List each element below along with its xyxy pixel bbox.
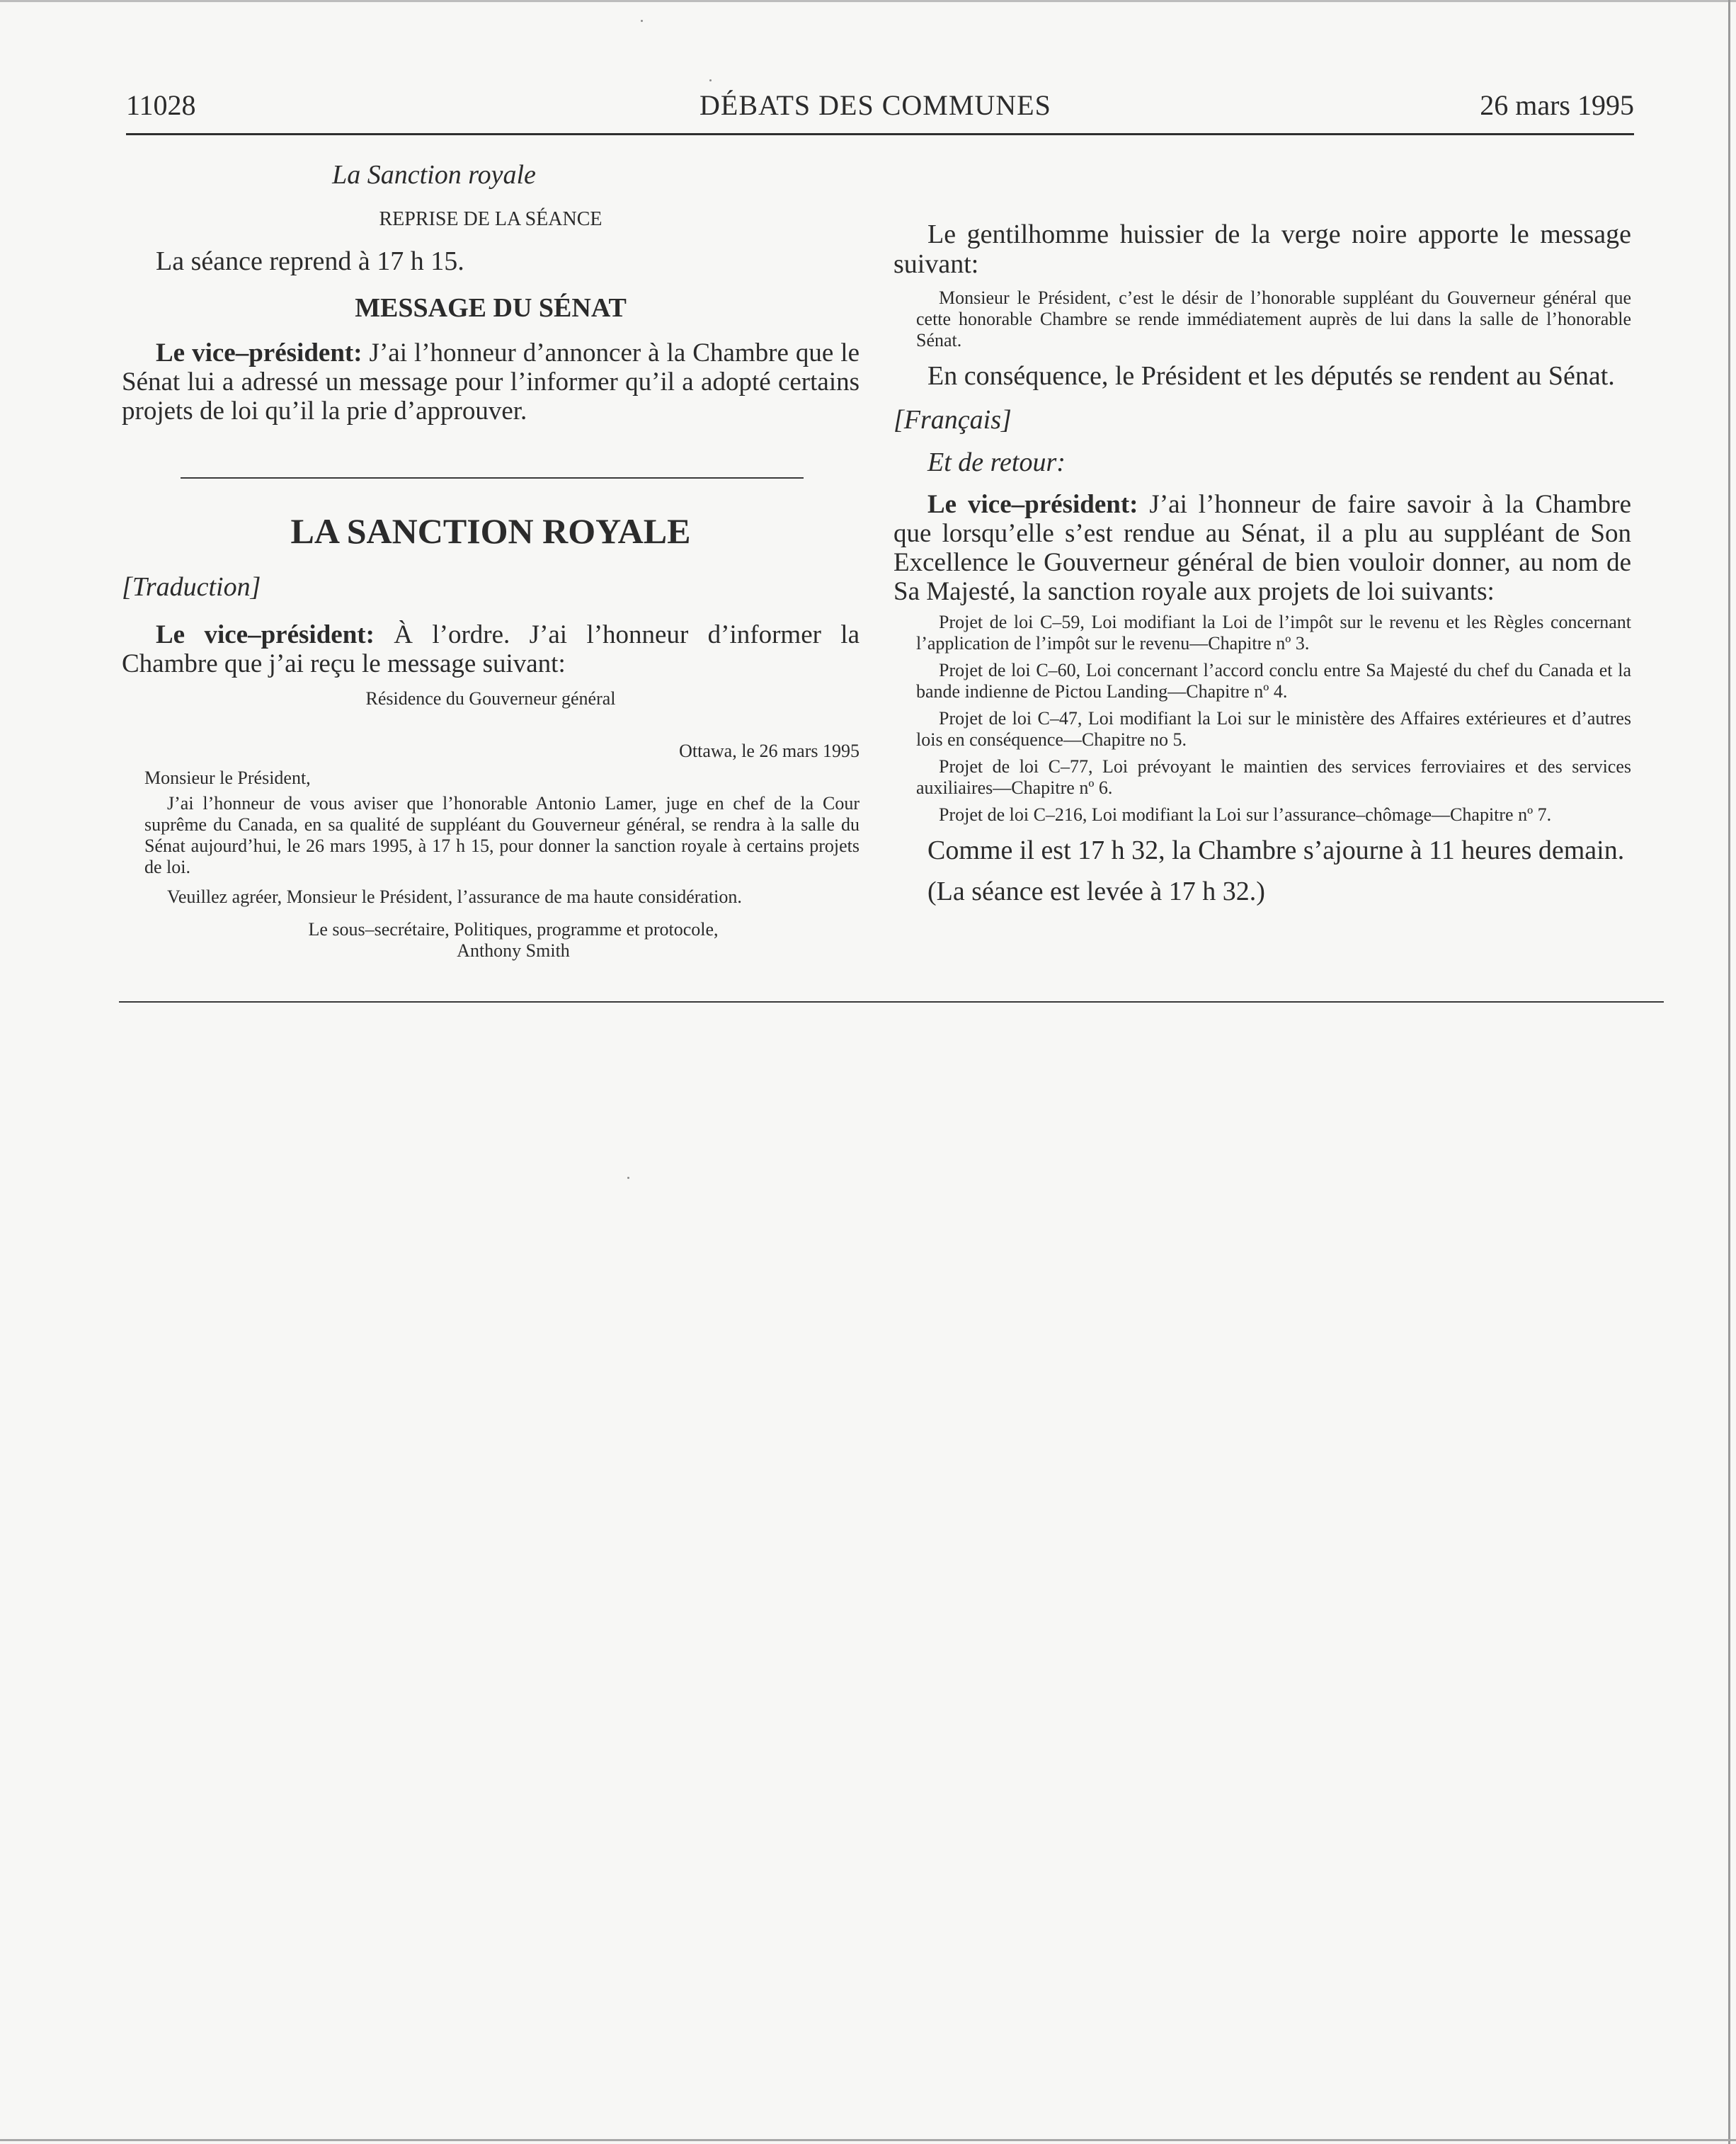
page-edge-bottom (0, 2139, 1736, 2141)
left-column (122, 160, 860, 426)
publication-title: DÉBATS DES COMMUNES (699, 89, 1051, 121)
section-rule (181, 477, 804, 479)
senate-paragraph (122, 338, 860, 426)
french-note: [Français] (893, 405, 1012, 435)
speaker-name: Le vice–président: (156, 338, 362, 367)
consequence-text: En conséquence, le Président et les députés se rendent au Sénat. (927, 361, 1615, 391)
right-column (893, 219, 1631, 906)
usher-message: Monsieur le Président, c’est le désir de l’honorable suppléant du Gouverneur général que cette honorable Chambre se rende immédiatement auprès de lui dans la salle de l’honorable Sénat. (916, 287, 1631, 350)
page-number: 11028 (126, 89, 196, 121)
page-edge-top (0, 0, 1736, 2)
page-date: 26 mars 1995 (1480, 89, 1634, 121)
page-edge-right (1728, 0, 1730, 2144)
resumption-heading: REPRISE DE LA SÉANCE (379, 208, 603, 230)
letter-residence: Résidence du Gouverneur général (365, 688, 616, 709)
resumption-text: La séance reprend à 17 h 15. (156, 246, 464, 276)
vp-paragraph (893, 490, 1631, 606)
royal-assent-heading: LA SANCTION ROYALE (290, 511, 691, 551)
return-text: Et de retour: (927, 447, 1066, 477)
scan-speck (627, 1177, 629, 1179)
royal-text: À l’ordre. J’ai l’honneur d’informer la Chambre que j’ai reçu le message suivant: (122, 620, 860, 678)
translation-note: [Traduction] (122, 572, 261, 602)
running-head: La Sanction royale (332, 160, 536, 190)
royal-paragraph (122, 620, 860, 678)
bill-item: Projet de loi C–77, Loi prévoyant le maintien des services ferroviaires et des services auxiliaires—Chapitre nº 6. (916, 756, 1631, 798)
header-rule (126, 133, 1634, 135)
letter-place-date: Ottawa, le 26 mars 1995 (679, 741, 860, 761)
bill-item: Projet de loi C–59, Loi modifiant la Loi de l’impôt sur le revenu et les Règles concernant l’application de l’impôt sur le revenu—Chapitre nº 3. (916, 612, 1631, 654)
letter-signature-title: Le sous–secrétaire, Politiques, programme et protocole, (308, 919, 719, 940)
bill-item: Projet de loi C–47, Loi modifiant la Loi sur le ministère des Affaires extérieures et d’autres lois en conséquence—Chapitre no 5. (916, 708, 1631, 750)
letter-signature-name: Anthony Smith (457, 940, 570, 961)
adjourn-text: Comme il est 17 h 32, la Chambre s’ajourne à 11 heures demain. (927, 836, 1625, 865)
letter-salutation: Monsieur le Président, (144, 768, 311, 788)
scan-speck (709, 79, 712, 81)
left-column-section (122, 511, 860, 962)
senate-text: J’ai l’honneur d’annoncer à la Chambre que le Sénat lui a adressé un message pour l’informer qu’il a adopté certains projets de loi qu’il la prie d’approuver. (122, 338, 860, 426)
page-header (126, 89, 1634, 131)
bottom-rule (119, 1001, 1664, 1003)
usher-text: Le gentilhomme huissier de la verge noire apporte le message suivant: (893, 219, 1631, 279)
speaker-name: Le vice–président: (156, 620, 375, 649)
scan-speck (641, 20, 643, 22)
letter-body: J’ai l’honneur de vous aviser que l’honorable Antonio Lamer, juge en chef de la Cour suprême du Canada, en sa qualité de suppléant du Gouverneur général, se rendra à la salle du Sénat aujourd’hui, le 26 mars 1995, à 17 h 15, pour donner la sanction royale à certains projets de loi. (144, 793, 860, 877)
senate-message-heading: MESSAGE DU SÉNAT (355, 293, 627, 323)
closing-text: (La séance est levée à 17 h 32.) (927, 877, 1265, 906)
speaker-name: Le vice–président: (927, 490, 1138, 519)
bill-item: Projet de loi C–216, Loi modifiant la Loi sur l’assurance–chômage—Chapitre nº 7. (939, 804, 1552, 825)
vp-text: J’ai l’honneur de faire savoir à la Chambre que lorsqu’elle s’est rendue au Sénat, il a plu au suppléant de Son Excellence le Gouverneur général de bien vouloir donner, au nom de Sa Majesté, la sanction royale aux projets de loi suivants: (893, 490, 1632, 606)
letter-closing: Veuillez agréer, Monsieur le Président, l’assurance de ma haute considération. (167, 886, 742, 907)
bill-item: Projet de loi C–60, Loi concernant l’accord conclu entre Sa Majesté du chef du Canada et la bande indienne de Pictou Landing—Chapitre nº 4. (916, 660, 1631, 702)
